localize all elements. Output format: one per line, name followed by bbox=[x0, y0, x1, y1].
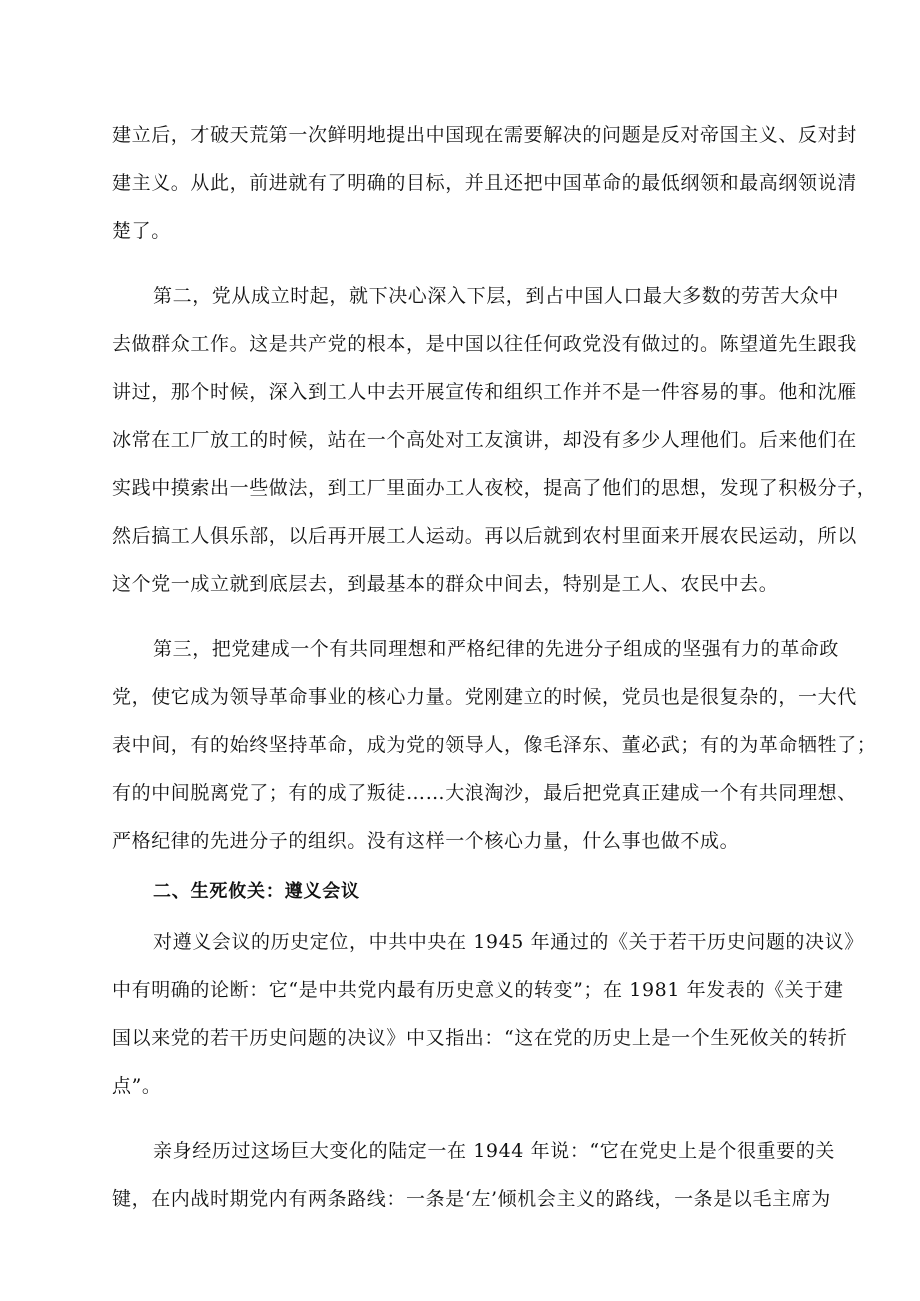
paragraph-line: 这个党一成立就到底层去，到最基本的群众中间去，特别是工人、农民中去。 bbox=[112, 573, 779, 595]
paragraph-line: 第二，党从成立时起，就下决心深入下层，到占中国人口最大多数的劳苦大众中 bbox=[153, 285, 840, 307]
paragraph-line: 对遵义会议的历史定位，中共中央在 1945 年通过的《关于若干历史问题的决议》 bbox=[153, 931, 864, 953]
section-heading: 二、生死攸关：遵义会议 bbox=[153, 881, 360, 902]
paragraph-line: 冰常在工厂放工的时候，站在一个高处对工友演讲，却没有多少人理他们。后来他们在 bbox=[112, 429, 857, 451]
paragraph-2 bbox=[112, 272, 877, 608]
paragraph-4 bbox=[112, 918, 864, 1110]
paragraph-line: 建主义。从此，前进就有了明确的目标，并且还把中国革命的最低纲领和最高纲领说清 bbox=[112, 172, 857, 194]
paragraph-line: 然后搞工人俱乐部，以后再开展工人运动。再以后就到农村里面来开展农民运动，所以 bbox=[112, 525, 857, 547]
paragraph-line: 第三，把党建成一个有共同理想和严格纪律的先进分子组成的坚强有力的革命政 bbox=[153, 638, 840, 660]
paragraph-line: 严格纪律的先进分子的组织。没有这样一个核心力量，什么事也做不成。 bbox=[112, 830, 740, 852]
paragraph-line: 表中间，有的始终坚持革命，成为党的领导人，像毛泽东、董必武；有的为革命牺牲了； bbox=[112, 734, 877, 756]
paragraph-line: 有的中间脱离党了；有的成了叛徒……大浪淘沙，最后把党真正建成一个有共同理想、 bbox=[112, 782, 857, 804]
paragraph-line: 楚了。 bbox=[112, 220, 171, 242]
paragraph-5 bbox=[112, 1127, 835, 1223]
paragraph-line: 点”。 bbox=[112, 1075, 162, 1097]
paragraph-line: 亲身经历过这场巨大变化的陆定一在 1944 年说：“它在党史上是个很重要的关 bbox=[153, 1140, 835, 1162]
paragraph-line: 建立后，才破天荒第一次鲜明地提出中国现在需要解决的问题是反对帝国主义、反对封 bbox=[112, 124, 857, 146]
document-body bbox=[112, 111, 877, 1223]
paragraph-line: 键，在内战时期党内有两条路线：一条是‘左’倾机会主义的路线，一条是以毛主席为 bbox=[112, 1188, 831, 1210]
paragraph-line: 党，使它成为领导革命事业的核心力量。党刚建立的时候，党员也是很复杂的，一大代 bbox=[112, 686, 857, 708]
paragraph-line: 国以来党的若干历史问题的决议》中又指出：“这在党的历史上是一个生死攸关的转折 bbox=[112, 1027, 848, 1049]
paragraph-line: 实践中摸索出一些做法，到工厂里面办工人夜校，提高了他们的思想，发现了积极分子， bbox=[112, 477, 877, 499]
paragraph-line: 中有明确的论断：它“是中共党内最有历史意义的转变”；在 1981 年发表的《关于建 bbox=[112, 979, 844, 1001]
paragraph-3 bbox=[112, 625, 877, 865]
paragraph-line: 去做群众工作。这是共产党的根本，是中国以往任何政党没有做过的。陈望道先生跟我 bbox=[112, 333, 857, 355]
paragraph-1 bbox=[112, 111, 857, 255]
paragraph-line: 讲过，那个时候，深入到工人中去开展宣传和组织工作并不是一件容易的事。他和沈雁 bbox=[112, 381, 857, 403]
